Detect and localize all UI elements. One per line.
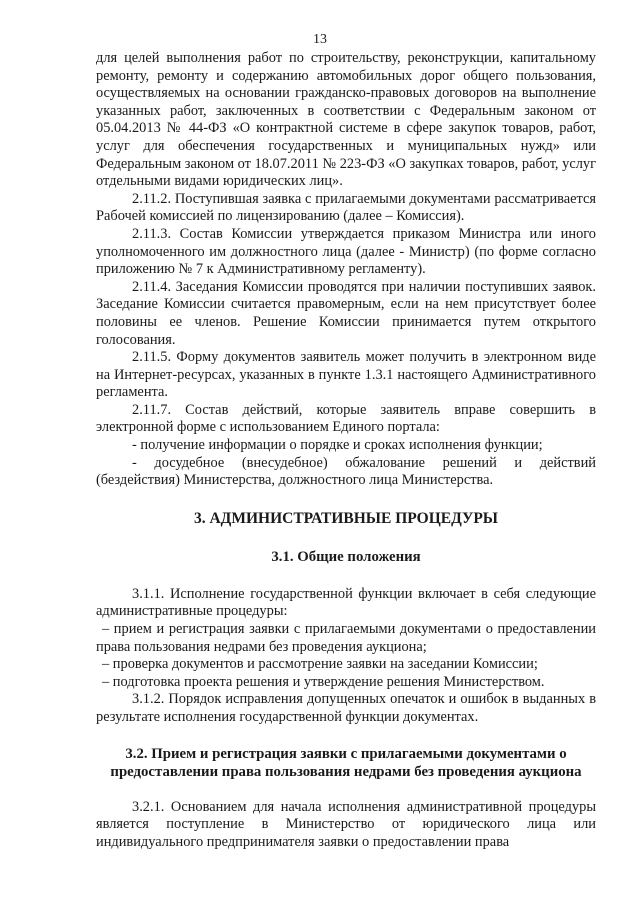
list-item-review: – проверка документов и рассмотрение заявки на заседании Комиссии; xyxy=(102,656,538,673)
paragraph-2-11-7: 2.11.7. Состав действий, которые заявитель вправе совершить в электронной форме с использованием Единого портала: xyxy=(96,401,596,436)
page-number: 13 xyxy=(313,32,327,47)
paragraph-2-11-3: 2.11.3. Состав Комиссии утверждается приказом Министра или иного уполномоченного им должностного лица (далее - Министр) (по форме согласно приложению № 7 к Административному регламенту). xyxy=(96,225,596,278)
document-body xyxy=(96,50,596,851)
paragraph-continuation: для целей выполнения работ по строительству, реконструкции, капитальному ремонту, ремонту и содержанию автомобильных дорог общего пользования, осуществляемых на основании гражданско-правовых договоров на выполнение указанных работ, заключенных в соответствии с Федеральным законом от 05.04.2013 № 44-ФЗ «О контрактной системе в сфере закупок товаров, работ, услуг для обеспечения государственных и муниципальных нужд» или Федеральным законом от 18.07.2011 № 223-ФЗ «О закупках товаров, работ, услуг отдельными видами юридических лиц». xyxy=(96,50,596,190)
paragraph-3-1-1: 3.1.1. Исполнение государственной функции включает в себя следующие административные процедуры: xyxy=(96,585,596,620)
list-item-reception: – прием и регистрация заявки с прилагаемыми документами о предоставлении права пользования недрами без проведения аукциона; xyxy=(96,621,596,655)
section-3-title: 3. АДМИНИСТРАТИВНЫЕ ПРОЦЕДУРЫ xyxy=(193,509,499,527)
paragraph-3-1-2: 3.1.2. Порядок исправления допущенных опечаток и ошибок в выданных в результате исполнения государственной функции документах. xyxy=(96,691,596,725)
subsection-3-2-title: 3.2. Прием и регистрация заявки с прилагаемыми документами о предоставлении права пользования недрами без проведения аукциона xyxy=(110,745,582,780)
paragraph-2-11-4: 2.11.4. Заседания Комиссии проводятся при наличии поступивших заявок. Заседание Комиссии считается правомерным, если на нем присутствует более половины ее членов. Решение Комиссии принимается путем открытого голосования. xyxy=(96,278,596,348)
list-item-appeal: - досудебное (внесудебное) обжалование решений и действий (бездействия) Министерства, должностного лица Министерства. xyxy=(96,454,596,489)
paragraph-3-2-1: 3.2.1. Основанием для начала исполнения административной процедуры является поступление в Министерство от юридического лица или индивидуального предпринимателя заявки о предоставлении права xyxy=(96,798,596,850)
list-item-info: - получение информации о порядке и сроках исполнения функции; xyxy=(132,437,543,454)
list-item-decision: – подготовка проекта решения и утверждение решения Министерством. xyxy=(102,673,545,690)
paragraph-2-11-2: 2.11.2. Поступившая заявка с прилагаемыми документами рассматривается Рабочей комиссией по лицензированию (далее – Комиссия). xyxy=(96,190,596,225)
subsection-3-1-title: 3.1. Общие положения xyxy=(271,548,421,565)
paragraph-2-11-5: 2.11.5. Форму документов заявитель может получить в электронном виде на Интернет-ресурсах, указанных в пункте 1.3.1 настоящего Административного регламента. xyxy=(96,349,596,401)
